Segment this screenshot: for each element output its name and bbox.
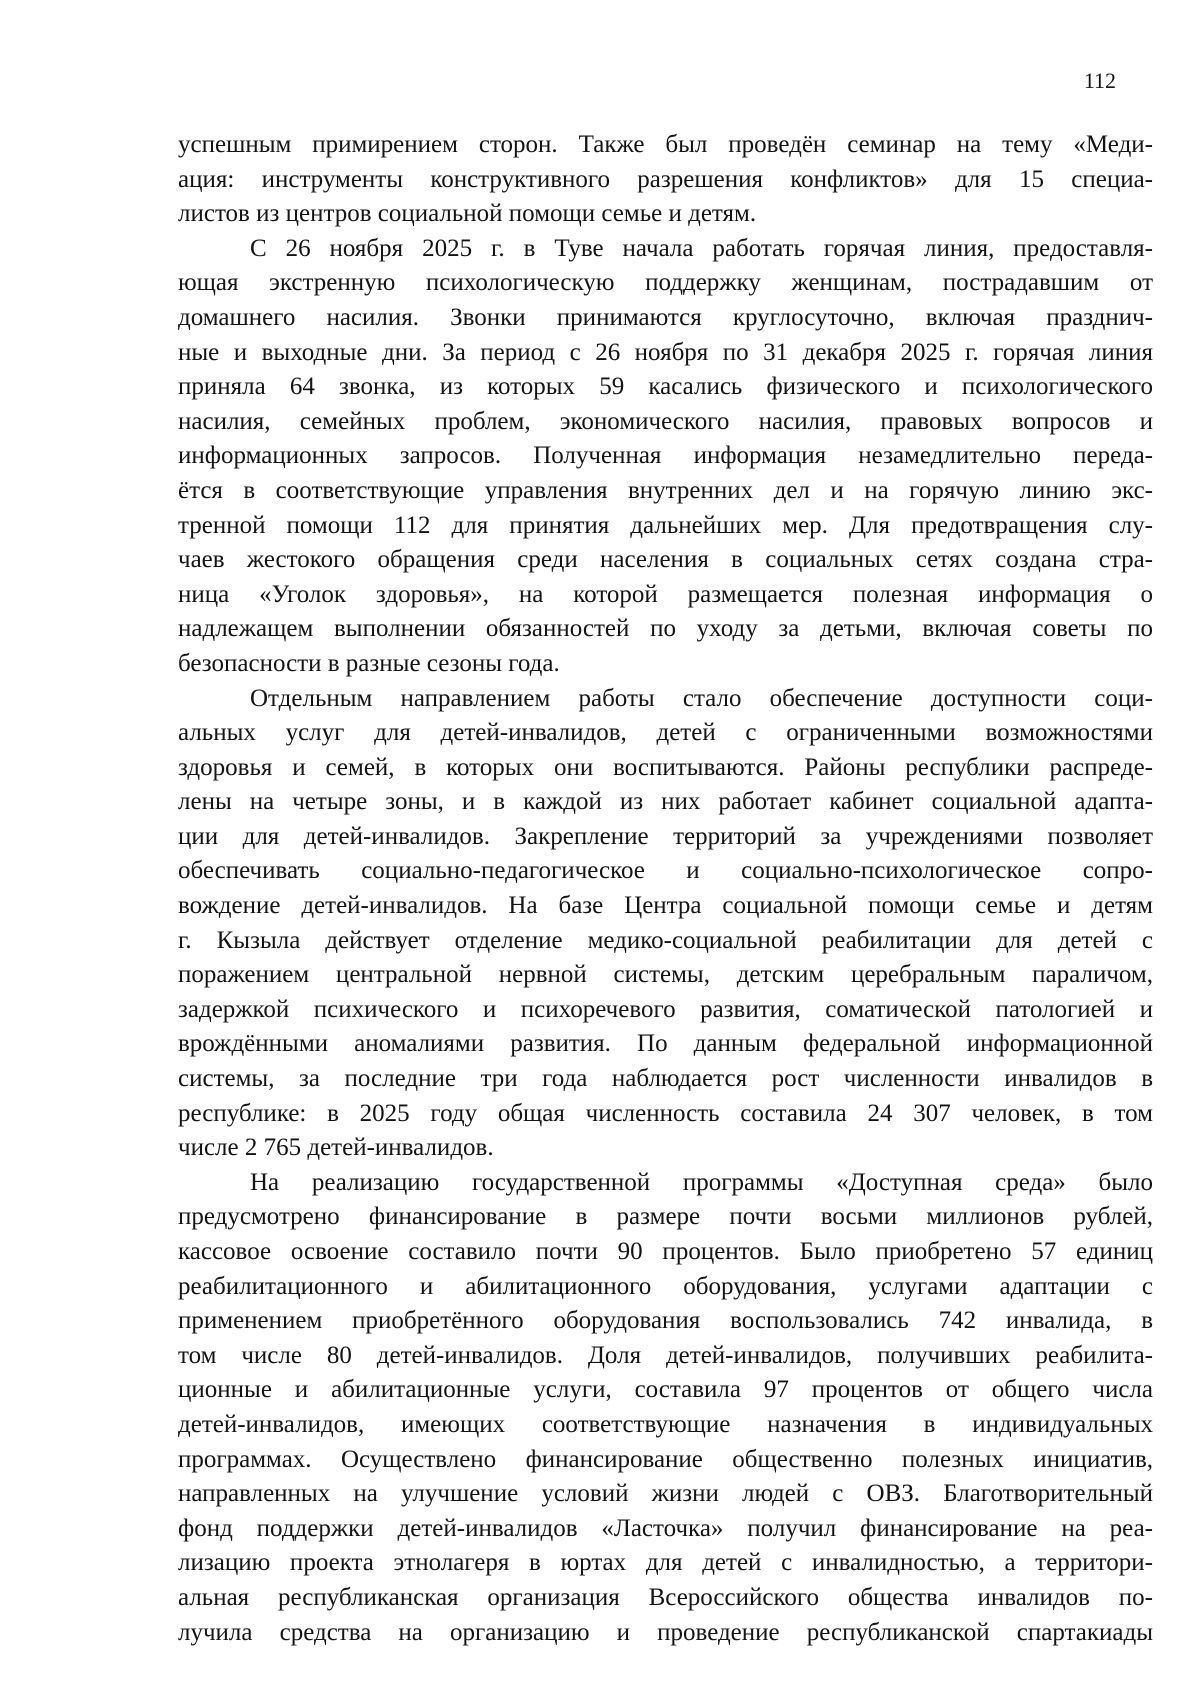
text-line: применением приобретённого оборудования воспользовались 742 инвалида, в bbox=[178, 1307, 1153, 1335]
text-line: задержкой психического и психоречевого развития, соматической патологией и bbox=[178, 995, 1153, 1023]
text-line: числе 2 765 детей-инвалидов. bbox=[178, 1134, 494, 1162]
body-text bbox=[178, 128, 1153, 1650]
text-line: обеспечивать социально-педагогическое и социально-психологическое сопро- bbox=[178, 857, 1153, 885]
text-line: чаев жестокого обращения среди населения в социальных сетях создана стра- bbox=[178, 546, 1153, 574]
text-line: информационных запросов. Полученная информация незамедлительно переда- bbox=[178, 442, 1153, 470]
text-line: предусмотрено финансирование в размере почти восьми миллионов рублей, bbox=[178, 1203, 1153, 1231]
text-line: ные и выходные дни. За период с 26 ноября по 31 декабря 2025 г. горячая линия bbox=[178, 338, 1153, 366]
text-line: листов из центров социальной помощи семье и детям. bbox=[178, 200, 757, 228]
text-line: вождение детей-инвалидов. На базе Центра социальной помощи семье и детям bbox=[178, 892, 1153, 920]
text-line: альных услуг для детей-инвалидов, детей с ограниченными возможностями bbox=[178, 719, 1153, 747]
text-line: успешным примирением сторон. Также был проведён семинар на тему «Меди- bbox=[178, 131, 1153, 158]
text-line: ница «Уголок здоровья», на которой размещается полезная информация о bbox=[178, 580, 1153, 608]
text-line: ционные и абилитационные услуги, составила 97 процентов от общего числа bbox=[178, 1376, 1153, 1404]
text-line: направленных на улучшение условий жизни людей с ОВЗ. Благотворительный bbox=[178, 1480, 1153, 1508]
text-line: домашнего насилия. Звонки принимаются круглосуточно, включая празднич- bbox=[178, 303, 1153, 331]
text-line: безопасности в разные сезоны года. bbox=[178, 649, 560, 677]
paragraph-hotline bbox=[178, 232, 1153, 682]
text-line: С 26 ноября 2025 г. в Туве начала работать горячая линия, предоставля- bbox=[250, 234, 1153, 262]
text-line: лизацию проекта этнолагеря в юртах для детей с инвалидностью, а территори- bbox=[178, 1549, 1153, 1577]
text-line: врождёнными аномалиями развития. По данным федеральной информационной bbox=[178, 1030, 1153, 1058]
text-line: приняла 64 звонка, из которых 59 касались физического и психологического bbox=[178, 373, 1153, 401]
text-line: детей-инвалидов, имеющих соответствующие назначения в индивидуальных bbox=[178, 1410, 1153, 1438]
text-line: Отдельным направлением работы стало обеспечение доступности соци- bbox=[250, 684, 1153, 712]
text-line: ётся в соответствующие управления внутренних дел и на горячую линию экс- bbox=[178, 476, 1153, 504]
text-line: насилия, семейных проблем, экономического насилия, правовых вопросов и bbox=[178, 407, 1153, 435]
text-line: кассовое освоение составило почти 90 процентов. Было приобретено 57 единиц bbox=[178, 1238, 1153, 1265]
text-line: республике: в 2025 году общая численность составила 24 307 человек, в том bbox=[178, 1099, 1153, 1127]
paragraph-accessibility bbox=[178, 682, 1153, 1166]
text-line: альная республиканская организация Всероссийского общества инвалидов по- bbox=[178, 1583, 1153, 1611]
text-line: ация: инструменты конструктивного разрешения конфликтов» для 15 специа- bbox=[178, 165, 1153, 193]
text-line: системы, за последние три года наблюдается рост численности инвалидов в bbox=[178, 1065, 1153, 1093]
text-line: лены на четыре зоны, и в каждой из них работает кабинет социальной адапта- bbox=[178, 788, 1153, 816]
page-number: 112 bbox=[1083, 68, 1116, 93]
text-line: надлежащем выполнении обязанностей по уходу за детьми, включая советы по bbox=[178, 615, 1153, 643]
text-line: фонд поддержки детей-инвалидов «Ласточка» получил финансирование на реа- bbox=[178, 1514, 1153, 1542]
paragraph-accessible-environment bbox=[178, 1166, 1153, 1650]
paragraph-continuation bbox=[178, 128, 1153, 232]
text-line: г. Кызыла действует отделение медико-социальной реабилитации для детей с bbox=[178, 926, 1153, 954]
text-line: здоровья и семей, в которых они воспитываются. Районы республики распреде- bbox=[178, 753, 1153, 781]
text-line: ющая экстренную психологическую поддержку женщинам, пострадавшим от bbox=[178, 269, 1153, 297]
text-line: На реализацию государственной программы «Доступная среда» было bbox=[250, 1168, 1153, 1196]
text-line: реабилитационного и абилитационного оборудования, услугами адаптации с bbox=[178, 1272, 1153, 1300]
text-line: том числе 80 детей-инвалидов. Доля детей-инвалидов, получивших реабилита- bbox=[178, 1341, 1153, 1369]
text-line: поражением центральной нервной системы, детским церебральным параличом, bbox=[178, 961, 1153, 989]
text-line: программах. Осуществлено финансирование общественно полезных инициатив, bbox=[178, 1445, 1153, 1473]
text-line: тренной помощи 112 для принятия дальнейших мер. Для предотвращения слу- bbox=[178, 511, 1153, 539]
text-line: лучила средства на организацию и проведение республиканской спартакиады bbox=[178, 1618, 1153, 1646]
text-line: ции для детей-инвалидов. Закрепление территорий за учреждениями позволяет bbox=[178, 822, 1153, 850]
